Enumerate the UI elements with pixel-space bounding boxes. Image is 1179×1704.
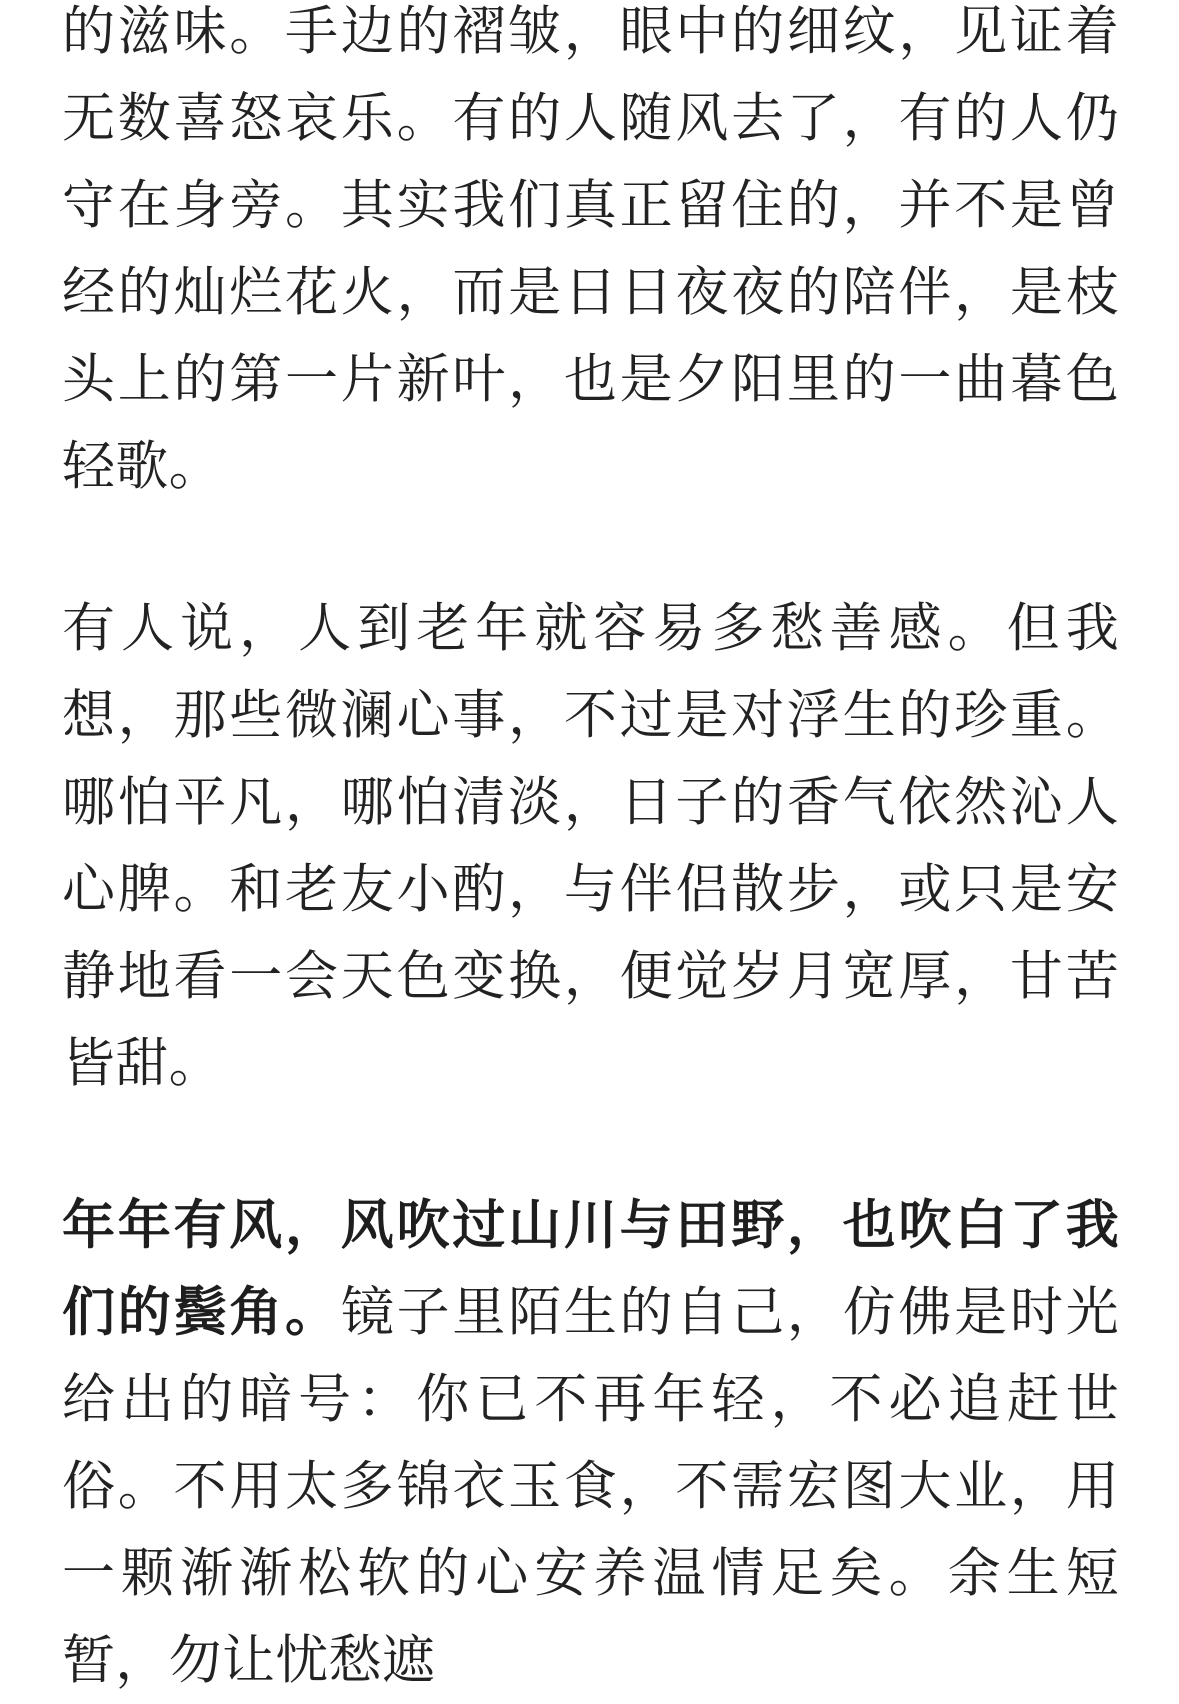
paragraph-1-text: 的滋味。手边的褶皱，眼中的细纹，见证着无数喜怒哀乐。有的人随风去了，有的人仍守在身旁。其实我们真正留住的，并不是曾经的灿烂花火，而是日日夜夜的陪伴，是枝头上的第一片新叶，也是夕阳里的一曲暮色轻歌。 [62, 1, 1119, 497]
article-body [62, 0, 1119, 1704]
paragraph-2 [62, 585, 1119, 1107]
paragraph-3-bold-lead: 年年有风，风吹过山川与田野，也吹白了我们的鬓角。 [62, 1195, 1119, 1343]
paragraph-3 [62, 1182, 1119, 1704]
paragraph-3-text: 镜子里陌生的自己，仿佛是时光给出的暗号：你已不再年轻，不必追赶世俗。不用太多锦衣玉食，不需宏图大业，用一颗渐渐松软的心安养温情足矣。余生短暂，勿让忧愁遮 [62, 1282, 1120, 1691]
paragraph-1 [62, 0, 1119, 510]
paragraph-2-text: 有人说，人到老年就容易多愁善感。但我想，那些微澜心事，不过是对浮生的珍重。哪怕平凡，哪怕清淡，日子的香气依然沁人心脾。和老友小酌，与伴侣散步，或只是安静地看一会天色变换，便觉岁月宽厚，甘苦皆甜。 [62, 598, 1119, 1094]
